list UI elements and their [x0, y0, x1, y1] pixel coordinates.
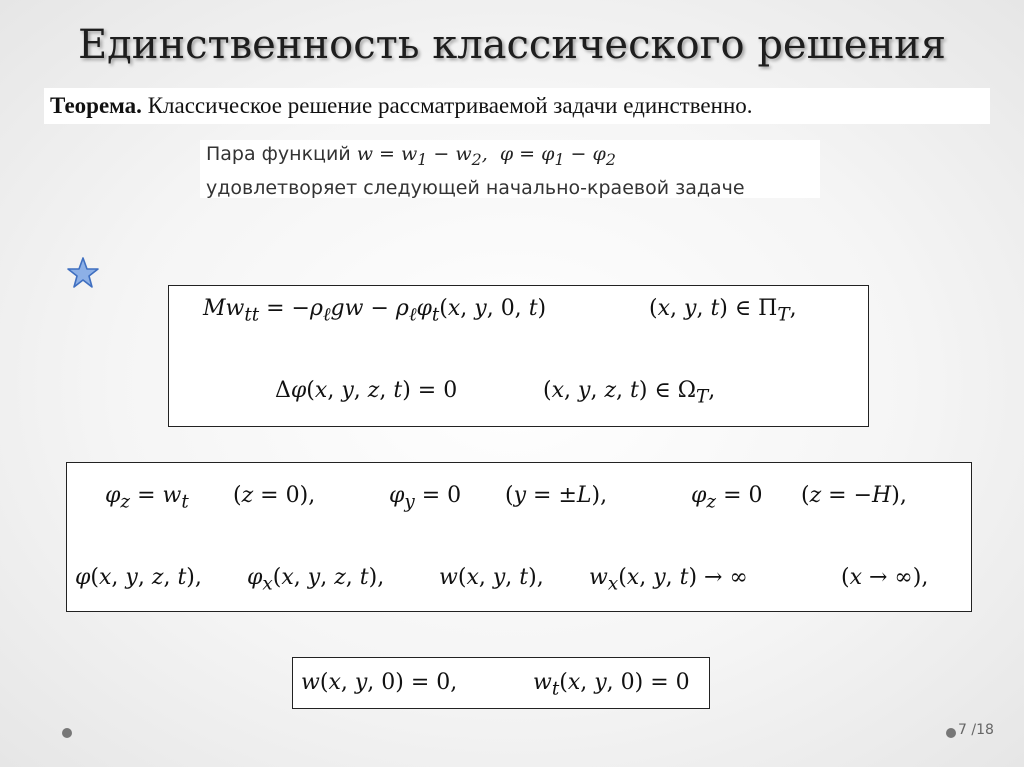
initial-conditions-box [292, 657, 710, 709]
bc-bottom-cond: (z = −H), [801, 483, 907, 508]
bc-limit: (x → ∞), [841, 565, 929, 590]
ic-wt: $w_t(x$, y, 0) = 0 [533, 670, 690, 700]
bc-wall-cond: (y = ±L), [505, 483, 608, 508]
bc-bottom: $\varphi_z = 0$ [691, 483, 763, 513]
bc-w-x: $w_x(x$, y, t) → ∞ [589, 565, 748, 595]
theorem-text: Классическое решение рассматриваемой задачи единственно. [147, 93, 753, 118]
page-current: 7 [958, 722, 967, 738]
bc-wall: $\varphi_y = 0$ [389, 483, 462, 513]
page-total: /18 [971, 722, 994, 738]
bc-phi-x: $\varphi_x(x$, y, z, t), [247, 565, 385, 595]
boundary-conditions-box [66, 462, 972, 612]
equation-laplace-domain: (x, y, z, t) ∈ $\Omega_T$, [543, 378, 716, 408]
bc-w: w(x, y, t), [439, 565, 544, 590]
pair-line-1-text: Пара функций [206, 143, 351, 165]
pair-of-functions [200, 140, 820, 198]
bc-surface-cond: (z = 0), [233, 483, 316, 508]
equation-laplace: Δφ(x, y, z, t) = 0 [275, 378, 458, 403]
theorem-label: Теорема. [50, 93, 142, 118]
pair-line-1 [206, 140, 820, 174]
equations-box [168, 285, 869, 427]
ic-w: w(x, y, 0) = 0, [301, 670, 458, 695]
pair-line-2: удовлетворяет следующей начально-краевой задаче [206, 176, 745, 199]
bc-surface: $\varphi_z = w_t$ [105, 483, 189, 513]
page-counter [958, 722, 994, 738]
bc-phi: φ(x, y, z, t), [75, 565, 202, 590]
prev-slide-dot[interactable] [62, 728, 72, 738]
equation-motion: $Mw_{tt} = -\rho_\ell gw - \rho_\ell\varphi_t(x$, y, 0, t) [203, 296, 547, 326]
pair-line-1-formula: $w = w_1 - w_2$, $\varphi = \varphi_1 - \varphi_2$ [356, 143, 616, 169]
star-icon [66, 256, 100, 290]
theorem-statement [44, 88, 990, 124]
equation-motion-domain: (x, y, t) ∈ $\Pi_T$, [649, 296, 797, 326]
next-slide-dot[interactable] [946, 728, 956, 738]
slide-title: Единственность классического решения [77, 22, 947, 68]
